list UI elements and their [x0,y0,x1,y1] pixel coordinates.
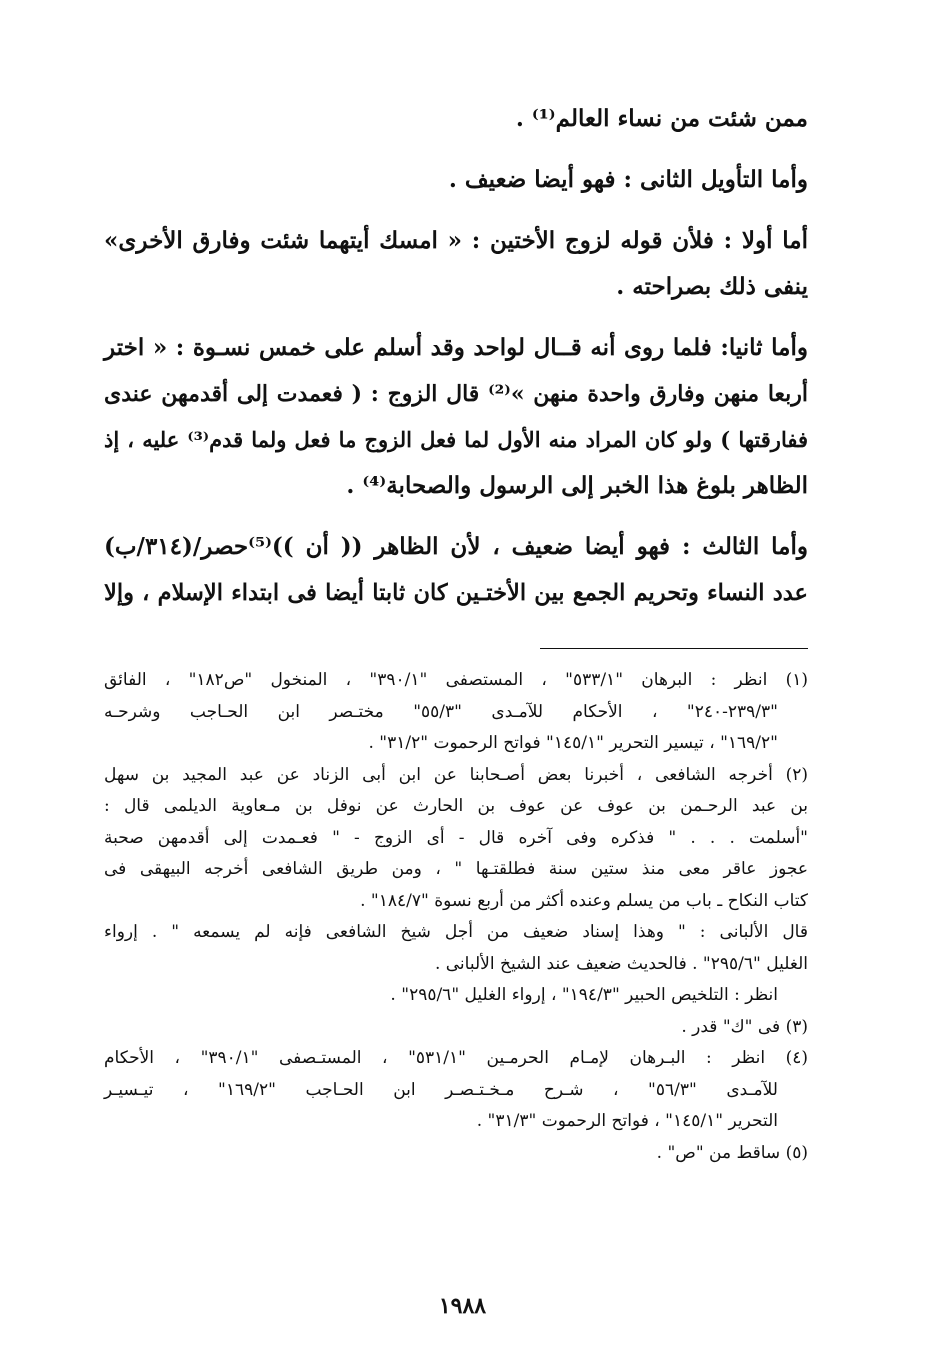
text-line: ففارقتها ) ولو كان المراد منه الأول لما فعل الزوج ما فعل ولما قدم⁽³⁾ عليه ، إذ [104,427,809,452]
text-line: الظاهر بلوغ هذا الخبر إلى الرسول والصحابة⁽⁴⁾ . [346,472,808,499]
footnote-line: (٣) فى "ك" قدر . [681,1016,808,1037]
footnote-line: كتاب النكاح ـ باب من يسلم وعنده أكثر من أربع نسوة "١٨٤/٧" . [360,890,808,911]
footnote-line: بن عبد الرحـمن بن عوف عن عوف بن الحارث عن نوفل بن مـعاوية الديلمى قال : [104,796,809,816]
main-text [104,96,808,616]
paragraph-gap [104,142,808,157]
footnote-divider [540,648,808,649]
footnote-line: انظر : التلخيص الحبير "١٩٤/٣" ، إرواء الغليل "٢٩٥/٦" . [390,985,778,1005]
footnote-line: للآمـدى "٥٦/٣" ، شـرح مـخـتـصـر ابن الحـاجب "١٦٩/٢" ، تيـسيـر [104,1079,778,1100]
footnote-line: (٤) انظر : البـرهان لإمـام الحرمـين "٥٣١/١" ، المستـصفى "٣٩٠/١" ، الأحكام [104,1048,808,1068]
text-line: وأما ثانيا: فلما روى أنه قــال لواحد وقد أسلم على خمس نسـوة : « اختر [104,334,808,361]
text-line: عدد النساء وتحريم الجمع بين الأختـين كان ثابتا أيضا فى ابتداء الإسلام ، وإلا [104,580,808,606]
text-line: ممن شئت من نساء العالم⁽¹⁾ . [515,105,808,132]
footnote-line: (٢) أخرجه الشافعى ، أخبرنا بعض أصـحابنا عن ابن أبى الزناد عن عبد المجيد بن سهل [104,764,808,785]
footnote-line: التحرير "١٤٥/١" ، فواتح الرحموت "٣١/٣" . [476,1111,778,1131]
footnote-line: "١٦٩/٢" ، تيسير التحرير "١٤٥/١" فواتح الرحموت "٣١/٢" . [368,733,778,753]
footnote-line: "أسلمت . . . " فذكره وفى آخره قال - أى الزوج - " فعـمدت إلى أقدمهن صحبة [104,827,808,848]
footnote-line: (٥) ساقط من "ص" . [656,1142,808,1163]
paragraph-gap [104,310,808,325]
text-line: ينفى ذلك بصراحته . [616,273,808,300]
text-line: أما أولا : فلأن قوله لزوج الأختين : « امسك أيتهما شئت وفارق الأخرى» [104,227,808,254]
paragraph-gap [104,509,808,524]
footnote-line: عجوز عاقر معى منذ ستين سنة فطلقتـها " ، ومن طريق الشافعى أخرجه البيهقى فى [104,859,808,879]
footnote-line: (١) انظر : البرهان "٥٣٣/١" ، المستصفى "٣٩٠/١" ، المنخول "ص١٨٢" ، الفائق [104,670,809,690]
footnote-line: قال الألبانى : " وهذا إسناد ضعيف من أجل شيخ الشافعى فإنه لم يسمعه " . إرواء [104,922,808,942]
text-line: وأما التأويل الثانى : فهو أيضا ضعيف . [448,166,808,193]
footnote-line: "٢٣٩/٣-٢٤٠" ، الأحكام للآمـدى "٥٥/٣" مختـصر ابن الحـاجب وشرحـه [104,701,778,722]
footnote-line: الغليل "٢٩٥/٦" . فالحديث ضعيف عند الشيخ الألبانى . [434,953,808,974]
text-line: أربعا منهن وفارق واحدة منهن »⁽²⁾ قال الزوج : ( فعمدت إلى أقدمهن عندى [104,381,809,407]
page-number: ١٩٨٨ [438,1293,487,1319]
paragraph-gap [104,203,808,218]
footnotes [104,665,808,1169]
text-line: وأما الثالث : فهو أيضا ضعيف ، لأن الظاهر (( أن ))⁽⁵⁾حصر/(٣١٤/ب) [104,533,808,560]
